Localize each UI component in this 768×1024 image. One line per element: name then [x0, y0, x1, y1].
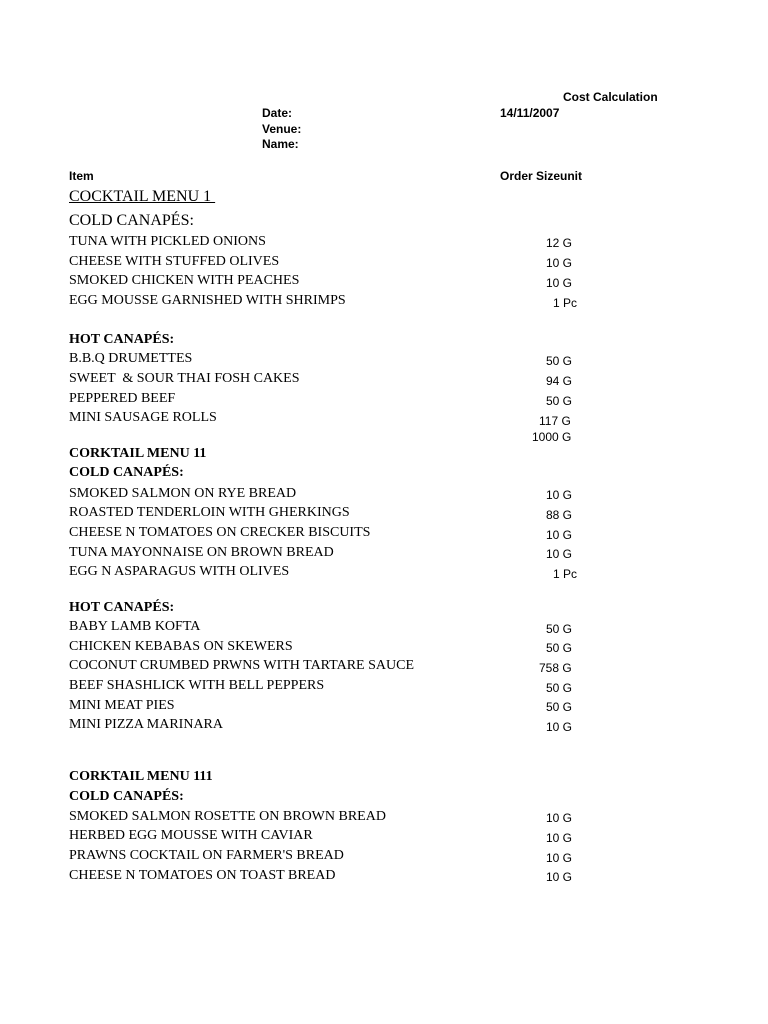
item-name: BABY LAMB KOFTA: [69, 619, 201, 634]
item-name: TUNA WITH PICKLED ONIONS: [69, 234, 266, 249]
item-name: CHEESE N TOMATOES ON TOAST BREAD: [69, 868, 336, 883]
date-value: 14/11/2007: [500, 106, 560, 120]
menu-3-cold-heading: COLD CANAPÉS:: [69, 789, 184, 804]
item-qty: 12 G: [546, 236, 573, 250]
menu-1-hot-heading: HOT CANAPÉS:: [69, 332, 175, 347]
menu-2-title: CORKTAIL MENU 11: [69, 446, 207, 461]
item-qty: 10 G: [546, 831, 573, 845]
item-name: TUNA MAYONNAISE ON BROWN BREAD: [69, 545, 334, 560]
item-name: EGG N ASPARAGUS WITH OLIVES: [69, 564, 290, 579]
item-qty: 10 G: [546, 276, 573, 290]
item-qty: 50 G: [546, 354, 573, 368]
item-qty: 10 G: [546, 488, 573, 502]
item-name: HERBED EGG MOUSSE WITH CAVIAR: [69, 828, 313, 843]
item-qty: 10 G: [546, 720, 573, 734]
item-qty: 1 Pc: [553, 296, 578, 310]
venue-label: Venue:: [262, 122, 302, 136]
item-qty: 94 G: [546, 374, 573, 388]
item-qty: 10 G: [546, 811, 573, 825]
menu-2-hot-heading: HOT CANAPÉS:: [69, 600, 175, 615]
item-qty: 10 G: [546, 870, 573, 884]
item-name: CHEESE N TOMATOES ON CRECKER BISCUITS: [69, 525, 371, 540]
menu-2-cold-heading: COLD CANAPÉS:: [69, 465, 184, 480]
item-qty: 1 Pc: [553, 567, 578, 581]
item-name: ROASTED TENDERLOIN WITH GHERKINGS: [69, 505, 350, 520]
item-qty: 50 G: [546, 700, 573, 714]
item-name: CHICKEN KEBABAS ON SKEWERS: [69, 639, 293, 654]
item-name: SMOKED CHICKEN WITH PEACHES: [69, 273, 300, 288]
item-qty: 10 G: [546, 547, 573, 561]
document-title: Cost Calculation: [563, 90, 658, 104]
date-label: Date:: [262, 106, 293, 120]
item-name: MINI PIZZA MARINARA: [69, 717, 223, 732]
item-name: PRAWNS COCKTAIL ON FARMER'S BREAD: [69, 848, 344, 863]
item-qty: 758 G: [539, 661, 572, 675]
item-qty: 10 G: [546, 528, 573, 542]
item-qty: 10 G: [546, 851, 573, 865]
item-qty: 50 G: [546, 394, 573, 408]
menu-1-cold-heading: COLD CANAPÉS:: [69, 212, 194, 229]
column-header-item: Item: [69, 169, 94, 183]
item-name: PEPPERED BEEF: [69, 391, 176, 406]
item-qty: 117 G: [539, 414, 571, 428]
item-qty: 50 G: [546, 641, 573, 655]
item-name: MINI SAUSAGE ROLLS: [69, 410, 217, 425]
item-qty: 10 G: [546, 256, 573, 270]
item-name: SMOKED SALMON ROSETTE ON BROWN BREAD: [69, 809, 386, 824]
item-name: B.B.Q DRUMETTES: [69, 351, 193, 366]
item-name: MINI MEAT PIES: [69, 698, 175, 713]
item-name: EGG MOUSSE GARNISHED WITH SHRIMPS: [69, 293, 346, 308]
menu-3-title: CORKTAIL MENU 111: [69, 769, 213, 784]
menu-1-total-qty: 1000 G: [532, 430, 572, 444]
item-qty: 50 G: [546, 622, 573, 636]
item-qty: 88 G: [546, 508, 573, 522]
item-name: CHEESE WITH STUFFED OLIVES: [69, 254, 280, 269]
column-header-order-size-unit: Order Sizeunit: [500, 169, 583, 183]
item-qty: 50 G: [546, 681, 573, 695]
item-name: SMOKED SALMON ON RYE BREAD: [69, 486, 297, 501]
item-name: SWEET & SOUR THAI FOSH CAKES: [69, 371, 300, 386]
menu-1-title: COCKTAIL MENU 1: [69, 188, 216, 205]
item-name: COCONUT CRUMBED PRWNS WITH TARTARE SAUCE: [69, 658, 415, 673]
item-name: BEEF SHASHLICK WITH BELL PEPPERS: [69, 678, 325, 693]
name-label: Name:: [262, 137, 299, 151]
